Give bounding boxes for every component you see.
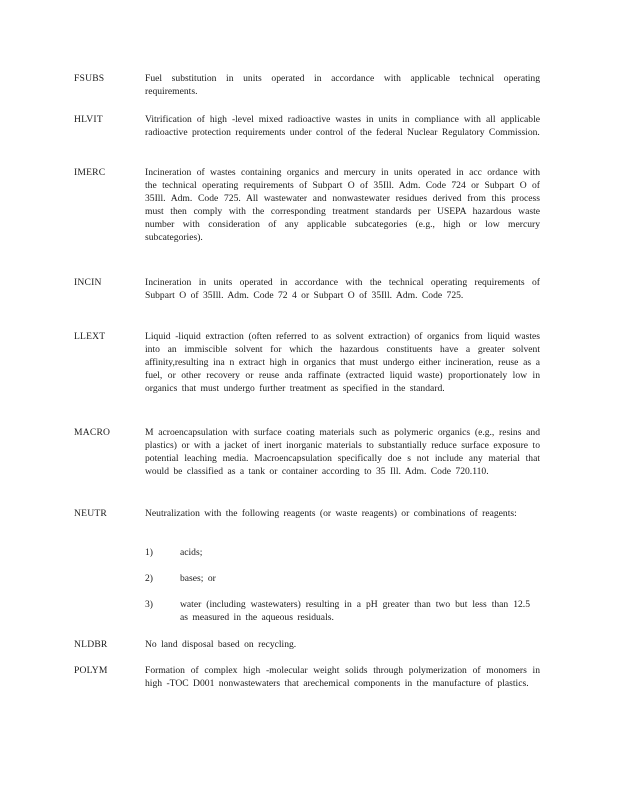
list-text: acids;: [180, 547, 203, 558]
entry-definition: Liquid -liquid extraction (often referred to as solvent extraction) of organics from liquid wastes into an immiscible solvent for which the hazardous constituents have a greater solvent affinity,resulting ina n extract high in organics that must undergo either incineration, reuse as a fuel, or other recovery or reuse anda raffinate (extracted liquid waste) proportionately low in organics that must undergo further treatment as specified in the standard.: [145, 331, 540, 394]
entry-code: HLVIT: [74, 114, 103, 125]
entry-definition: Fuel substitution in units operated in accordance with applicable technical operating requirements.: [145, 73, 540, 97]
entry-definition: Incineration in units operated in accordance with the technical operating requirements of Subpart O of 35Ill. Adm. Code 72 4 or Subpart O of 35Ill. Adm. Code 725.: [145, 277, 540, 301]
entry-definition: No land disposal based on recycling.: [145, 639, 297, 650]
entry-definition: Formation of complex high -molecular weight solids through polymerization of monomers in high -TOC D001 nonwastewaters that arechemical components in the manufacture of plastics.: [145, 665, 540, 689]
entry-code: NEUTR: [74, 508, 107, 519]
entry-code: IMERC: [74, 167, 106, 178]
entry-code: NLDBR: [74, 639, 108, 650]
entry-definition: M acroencapsulation with surface coating materials such as polymeric organics (e.g., resins and plastics) or with a jacket of inert inorganic materials to substantially reduce surface exposure to potential leaching media. Macroencapsulation specifically doe s not include any material that would be classified as a tank or container according to 35 Ill. Adm. Code 720.110.: [145, 427, 540, 477]
list-number: 2): [145, 573, 153, 584]
entry-definition: Incineration of wastes containing organics and mercury in units operated in acc ordance with the technical operating requirements of Subpart O of 35Ill. Adm. Code 724 or Subpart O of 35Ill. Adm. Code 725. All wastewater and nonwastewater residues derived from this process must then comply with the corresponding treatment standards per USEPA hazardous waste number with consideration of any applicable subcategories (e.g., high or low mercury subcategories).: [145, 167, 540, 243]
entry-code: POLYM: [74, 665, 108, 676]
entry-code: MACRO: [74, 427, 111, 438]
list-text: bases; or: [180, 573, 216, 584]
entry-definition: Vitrification of high -level mixed radioactive wastes in units in compliance with all applicable radioactive protection requirements under control of the federal Nuclear Regulatory Commission.: [145, 114, 540, 138]
entry-code: LLEXT: [74, 331, 106, 342]
entry-definition: Neutralization with the following reagents (or waste reagents) or combinations of reagents: 1) acids; 2) bases; or 3) water (including wastewaters) resulting in a pH greater than two but less than 12.5 as measured in the aqueous residuals.: [145, 508, 530, 623]
list-number: 1): [145, 547, 153, 558]
list-number: 3): [145, 599, 153, 610]
entry-code: INCIN: [74, 277, 102, 288]
list-text: water (including wastewaters) resulting in a pH greater than two but less than 12.5 as measured in the aqueous residuals.: [180, 599, 530, 623]
entry-code: FSUBS: [74, 73, 105, 84]
